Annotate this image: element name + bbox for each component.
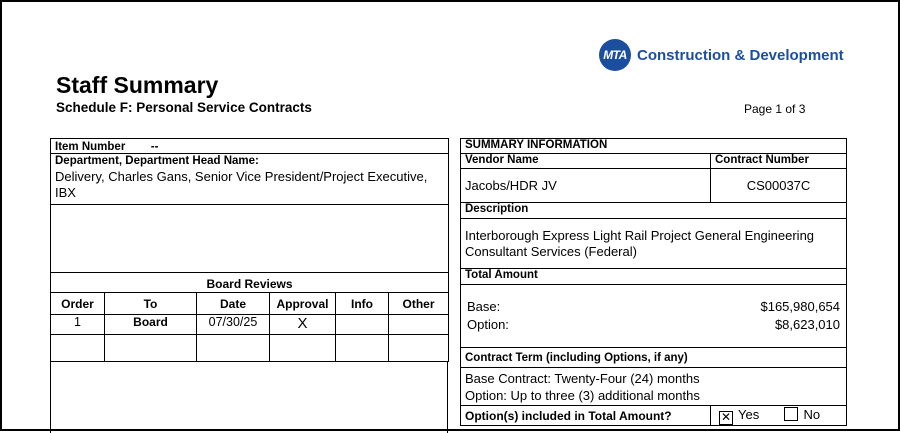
term-base: Base Contract: Twenty-Four (24) months	[465, 370, 700, 386]
right-border-line	[447, 362, 448, 433]
no-checkbox[interactable]	[784, 407, 798, 421]
term-option: Option: Up to three (3) additional months	[465, 387, 700, 403]
base-label: Base:	[467, 299, 501, 314]
vendor-name-value: Jacobs/HDR JV	[461, 169, 711, 203]
cell-date: 07/30/25	[197, 315, 270, 335]
total-amount-label: Total Amount	[461, 269, 847, 285]
board-reviews-title: Board Reviews	[51, 273, 449, 293]
department-value: Delivery, Charles Gans, Senior Vice President/Project Executive, IBX	[55, 169, 428, 200]
col-other: Other	[389, 293, 449, 315]
col-approval: Approval	[270, 293, 336, 315]
option-value: $8,623,010	[774, 317, 841, 332]
cell-info	[336, 315, 389, 335]
yes-label: Yes	[738, 406, 760, 422]
cell-approval	[270, 335, 336, 362]
description-label: Description	[461, 203, 847, 219]
left-border-line	[50, 362, 51, 433]
org-name: Construction & Development	[637, 47, 844, 64]
table-row	[51, 335, 449, 362]
blank-cell	[51, 205, 449, 273]
base-amount-row	[465, 298, 842, 316]
department-cell	[51, 154, 449, 205]
item-number-value: --	[150, 141, 159, 153]
cell-to	[105, 335, 197, 362]
cell-other	[389, 335, 449, 362]
cell-to: Board	[105, 315, 197, 335]
board-reviews-table	[50, 272, 449, 362]
contract-term-cell	[461, 368, 847, 406]
cell-info	[336, 335, 389, 362]
page-title: Staff Summary	[56, 72, 219, 98]
mta-logo	[599, 39, 631, 71]
table-row	[51, 315, 449, 335]
contract-term-label: Contract Term (including Options, if any)	[461, 348, 847, 368]
department-label: Department, Department Head Name:	[55, 155, 259, 167]
col-info: Info	[336, 293, 389, 315]
cell-other	[389, 315, 449, 335]
summary-info-table	[460, 138, 847, 426]
description-value: Interborough Express Light Rail Project General Engineering Consultant Services (Federal)	[461, 219, 847, 269]
page-subtitle: Schedule F: Personal Service Contracts	[56, 100, 312, 115]
item-dept-table	[50, 138, 449, 273]
summary-heading: SUMMARY INFORMATION	[461, 139, 847, 154]
cell-approval: X	[270, 315, 336, 335]
total-amount-cell	[461, 285, 847, 348]
item-number-label: Item Number	[55, 141, 126, 153]
col-to: To	[105, 293, 197, 315]
options-included-choices	[711, 406, 847, 426]
mta-logo-text: MTA	[603, 48, 627, 62]
cell-date	[197, 335, 270, 362]
col-order: Order	[51, 293, 105, 315]
no-label: No	[803, 406, 821, 422]
cell-order: 1	[51, 315, 105, 335]
vendor-name-label: Vendor Name	[461, 154, 711, 169]
option-label: Option:	[467, 317, 509, 332]
base-value: $165,980,654	[760, 299, 841, 314]
yes-checkbox[interactable]: ✕	[720, 409, 732, 424]
contract-number-value: CS00037C	[711, 169, 847, 203]
item-number-cell	[51, 139, 449, 154]
page-number: Page 1 of 3	[744, 102, 806, 116]
cell-order	[51, 335, 105, 362]
option-amount-row	[465, 316, 842, 334]
options-included-label: Option(s) included in Total Amount?	[461, 406, 711, 426]
col-date: Date	[197, 293, 270, 315]
contract-number-label: Contract Number	[711, 154, 847, 169]
